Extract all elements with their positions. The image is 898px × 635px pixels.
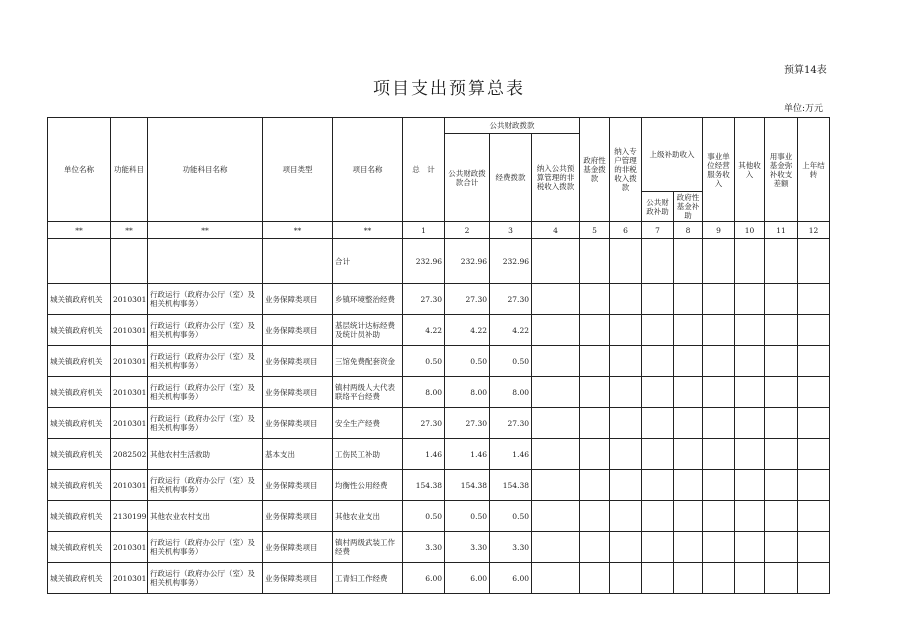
code-cell: 2010301: [111, 470, 148, 501]
index-cell: 6: [610, 222, 642, 239]
index-cell: 11: [765, 222, 798, 239]
form-number: 预算14表: [784, 65, 827, 76]
col-special-non-tax: 纳入专户管理的非税收入拨款: [610, 118, 642, 222]
unit-cell: 城关镇政府机关: [48, 346, 111, 377]
col-non-tax-in-budget: 纳入公共预算管理的非税收入拨款: [532, 134, 580, 222]
unit-cell: 城关镇政府机关: [48, 439, 111, 470]
funding-cell: 4.22: [490, 315, 532, 346]
table-row: [48, 470, 830, 501]
funding-cell: 3.30: [490, 532, 532, 563]
index-row: [48, 222, 830, 239]
type-cell: 业务保障类项目: [263, 532, 333, 563]
col-other-income: 其他收入: [735, 118, 765, 222]
index-cell: 1: [403, 222, 445, 239]
code-cell: 2130199: [111, 501, 148, 532]
type-cell: 业务保障类项目: [263, 408, 333, 439]
code-cell: 2010301: [111, 346, 148, 377]
subtotal-cell: 154.38: [445, 470, 490, 501]
total-cell: 154.38: [403, 470, 445, 501]
func-cell: 行政运行（政府办公厅（室）及相关机构事务）: [148, 315, 263, 346]
type-cell: 业务保障类项目: [263, 284, 333, 315]
col-func-name: 功能科目名称: [148, 118, 263, 222]
page-title: 项目支出预算总表: [373, 79, 525, 99]
subtotal-cell: 27.30: [445, 284, 490, 315]
unit-cell: 城关镇政府机关: [48, 284, 111, 315]
subtotal-cell: 0.50: [445, 346, 490, 377]
total-cell: 0.50: [403, 501, 445, 532]
project-cell: 工青妇工作经费: [333, 563, 403, 594]
total-cell: 4.22: [403, 315, 445, 346]
subtotal-cell: 0.50: [445, 501, 490, 532]
total-cell: 27.30: [403, 284, 445, 315]
col-carryover: 上年结转: [798, 118, 830, 222]
project-cell: 其他农业支出: [333, 501, 403, 532]
unit-cell: 城关镇政府机关: [48, 563, 111, 594]
index-cell: **: [148, 222, 263, 239]
index-cell: 7: [642, 222, 674, 239]
unit-cell: 城关镇政府机关: [48, 408, 111, 439]
total-subtotal: 232.96: [445, 239, 490, 284]
func-cell: 行政运行（政府办公厅（室）及相关机构事务）: [148, 408, 263, 439]
total-row: [48, 239, 830, 284]
total-cell: 0.50: [403, 346, 445, 377]
col-project-name: 项目名称: [333, 118, 403, 222]
unit-cell: 城关镇政府机关: [48, 532, 111, 563]
unit-cell: 城关镇政府机关: [48, 377, 111, 408]
funding-cell: 0.50: [490, 346, 532, 377]
subtotal-cell: 1.46: [445, 439, 490, 470]
col-unit-name: 单位名称: [48, 118, 111, 222]
index-cell: 3: [490, 222, 532, 239]
col-funding-appropriation: 经费拨款: [490, 134, 532, 222]
total-cell: 3.30: [403, 532, 445, 563]
type-cell: 业务保障类项目: [263, 377, 333, 408]
index-cell: **: [263, 222, 333, 239]
code-cell: 2082502: [111, 439, 148, 470]
table-row: [48, 439, 830, 470]
project-cell: 镇村两级人大代表联络平台经费: [333, 377, 403, 408]
col-higher-gov-fund: 政府性基金补助: [674, 192, 703, 222]
code-cell: 2010301: [111, 408, 148, 439]
type-cell: 业务保障类项目: [263, 470, 333, 501]
project-cell: 均衡性公用经费: [333, 470, 403, 501]
funding-cell: 1.46: [490, 439, 532, 470]
type-cell: 业务保障类项目: [263, 315, 333, 346]
table-row: [48, 315, 830, 346]
index-cell: 9: [703, 222, 735, 239]
func-cell: 行政运行（政府办公厅（室）及相关机构事务）: [148, 284, 263, 315]
type-cell: 业务保障类项目: [263, 563, 333, 594]
type-cell: 业务保障类项目: [263, 501, 333, 532]
total-cell: 1.46: [403, 439, 445, 470]
col-func-code: 功能科目: [111, 118, 148, 222]
project-cell: 三馆免费配套资金: [333, 346, 403, 377]
index-cell: 5: [580, 222, 610, 239]
type-cell: 基本支出: [263, 439, 333, 470]
subtotal-cell: 3.30: [445, 532, 490, 563]
funding-cell: 154.38: [490, 470, 532, 501]
index-cell: 12: [798, 222, 830, 239]
func-cell: 行政运行（政府办公厅（室）及相关机构事务）: [148, 532, 263, 563]
project-cell: 镇村两级武装工作经费: [333, 532, 403, 563]
total-funding: 232.96: [490, 239, 532, 284]
col-reserve-fund: 用事业基金弥补收支差额: [765, 118, 798, 222]
func-cell: 行政运行（政府办公厅（室）及相关机构事务）: [148, 346, 263, 377]
funding-cell: 6.00: [490, 563, 532, 594]
table-row: [48, 408, 830, 439]
unit-cell: 城关镇政府机关: [48, 501, 111, 532]
table-row: [48, 377, 830, 408]
col-operating-income: 事业单位经营服务收入: [703, 118, 735, 222]
total-cell: 27.30: [403, 408, 445, 439]
index-cell: **: [111, 222, 148, 239]
project-cell: 安全生产经费: [333, 408, 403, 439]
funding-cell: 8.00: [490, 377, 532, 408]
func-cell: 行政运行（政府办公厅（室）及相关机构事务）: [148, 563, 263, 594]
code-cell: 2010301: [111, 315, 148, 346]
funding-cell: 0.50: [490, 501, 532, 532]
code-cell: 2010301: [111, 377, 148, 408]
unit-cell: 城关镇政府机关: [48, 315, 111, 346]
total-cell: 6.00: [403, 563, 445, 594]
project-cell: 工伤民工补助: [333, 439, 403, 470]
unit-cell: 城关镇政府机关: [48, 470, 111, 501]
project-expenditure-table: [47, 117, 830, 594]
index-cell: 10: [735, 222, 765, 239]
func-cell: 其他农业农村支出: [148, 501, 263, 532]
subtotal-cell: 8.00: [445, 377, 490, 408]
index-cell: **: [333, 222, 403, 239]
col-higher-public-finance: 公共财政补助: [642, 192, 674, 222]
table-row: [48, 346, 830, 377]
index-cell: 8: [674, 222, 703, 239]
index-cell: 2: [445, 222, 490, 239]
subtotal-cell: 27.30: [445, 408, 490, 439]
subtotal-cell: 4.22: [445, 315, 490, 346]
col-public-finance: 公共财政拨款: [445, 118, 580, 134]
code-cell: 2010301: [111, 563, 148, 594]
func-cell: 行政运行（政府办公厅（室）及相关机构事务）: [148, 470, 263, 501]
code-cell: 2010301: [111, 284, 148, 315]
func-cell: 其他农村生活救助: [148, 439, 263, 470]
table-row: [48, 501, 830, 532]
total-label: 合计: [333, 239, 403, 284]
col-public-finance-subtotal: 公共财政拨款合计: [445, 134, 490, 222]
col-project-type: 项目类型: [263, 118, 333, 222]
funding-cell: 27.30: [490, 408, 532, 439]
type-cell: 业务保障类项目: [263, 346, 333, 377]
col-higher-subsidy: 上级补助收入: [642, 118, 703, 192]
col-total: 总 计: [403, 118, 445, 222]
col-gov-fund: 政府性基金拨款: [580, 118, 610, 222]
total-cell: 8.00: [403, 377, 445, 408]
code-cell: 2010301: [111, 532, 148, 563]
table-row: [48, 284, 830, 315]
index-cell: **: [48, 222, 111, 239]
project-cell: 基层统计达标经费及统计员补助: [333, 315, 403, 346]
unit-label: 单位:万元: [784, 104, 824, 114]
funding-cell: 27.30: [490, 284, 532, 315]
subtotal-cell: 6.00: [445, 563, 490, 594]
total-value: 232.96: [403, 239, 445, 284]
table-row: [48, 563, 830, 594]
index-cell: 4: [532, 222, 580, 239]
project-cell: 乡镇环境整治经费: [333, 284, 403, 315]
table-row: [48, 532, 830, 563]
func-cell: 行政运行（政府办公厅（室）及相关机构事务）: [148, 377, 263, 408]
header-row-1: [48, 118, 830, 134]
data-rows: [48, 284, 830, 594]
